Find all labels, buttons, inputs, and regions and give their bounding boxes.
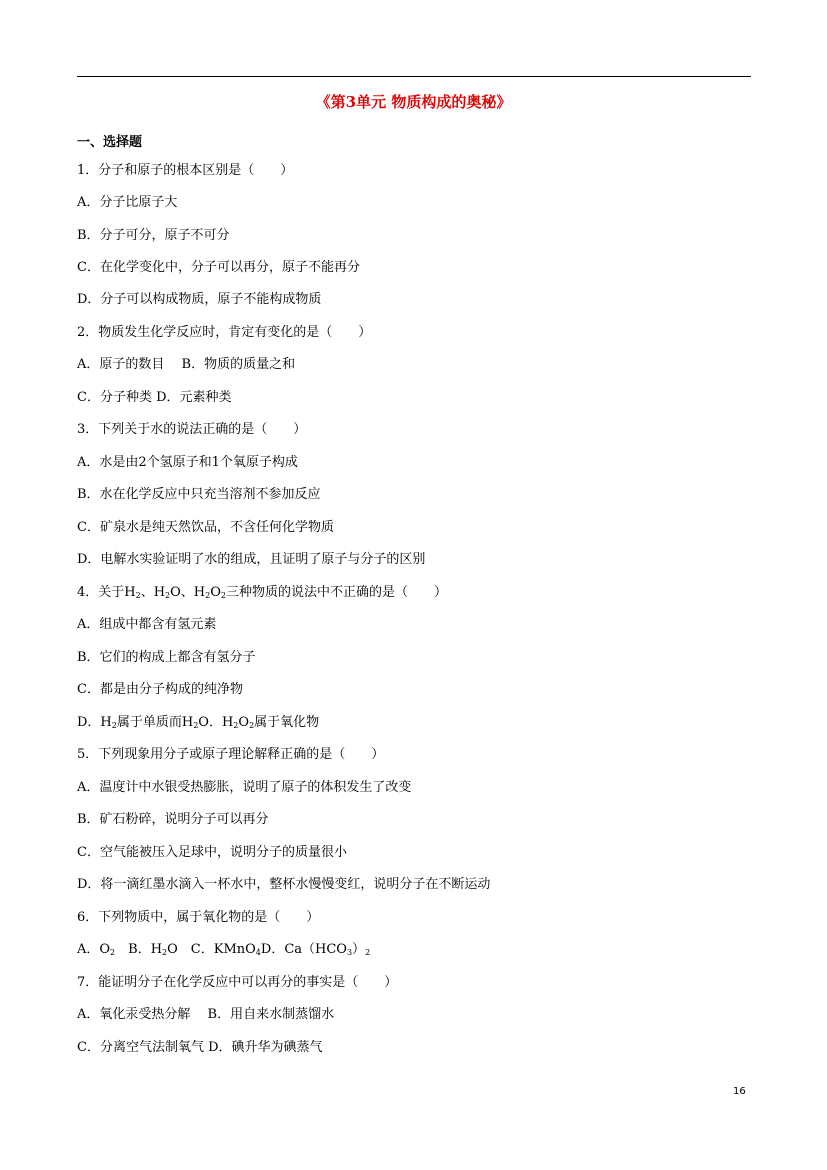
option-3d: D．电解水实验证明了水的组成，且证明了原子与分子的区别 (77, 552, 426, 567)
option-6-all: A．$O_2$ B．$H_2O$ C．KMnO$_4$D．$Ca(HCO_3)_2$ (77, 942, 371, 957)
question-2: 2．物质发生化学反应时，肯定有变化的是（ ） (77, 325, 372, 340)
option-4b: B．它们的构成上都含有氢分子 (77, 650, 256, 665)
question-5: 5．下列现象用分子或原子理论解释正确的是（ ） (77, 747, 385, 762)
option-2ab: A．原子的数目 B．物质的质量之和 (77, 357, 296, 372)
option-1d: D．分子可以构成物质，原子不能构成物质 (77, 292, 322, 307)
option-1b: B．分子可分，原子不可分 (77, 228, 230, 243)
header-rule (77, 76, 751, 77)
document-title: 《第3单元 物质构成的奥秘》 (315, 93, 512, 111)
question-1: 1．分子和原子的根本区别是（ ） (77, 163, 294, 178)
question-7: 7．能证明分子在化学反应中可以再分的事实是（ ） (77, 975, 398, 990)
question-4: 4．关于$H_2$、$H_2O$、$H_2O_2$三种物质的说法中不正确的是（ ） (77, 585, 448, 600)
option-4c: C．都是由分子构成的纯净物 (77, 682, 243, 697)
section-heading: 一、选择题 (77, 135, 143, 150)
option-1c: C．在化学变化中，分子可以再分，原子不能再分 (77, 260, 360, 275)
question-3: 3．下列关于水的说法正确的是（ ） (77, 422, 307, 437)
option-3a: A．水是由2个氢原子和1个氧原子构成 (77, 455, 298, 470)
option-5d: D．将一滴红墨水滴入一杯水中，整杯水慢慢变红，说明分子在不断运动 (77, 877, 491, 892)
option-7ab: A．氧化汞受热分解 B．用自来水制蒸馏水 (77, 1007, 335, 1022)
option-5c: C．空气能被压入足球中，说明分子的质量很小 (77, 845, 347, 860)
option-7cd: C．分离空气法制氧气 D．碘升华为碘蒸气 (77, 1040, 323, 1055)
option-3b: B．水在化学反应中只充当溶剂不参加反应 (77, 487, 321, 502)
option-5a: A．温度计中水银受热膨胀，说明了原子的体积发生了改变 (77, 780, 412, 795)
option-4a: A．组成中都含有氢元素 (77, 617, 217, 632)
option-2cd: C．分子种类 D．元素种类 (77, 390, 232, 405)
question-6: 6．下列物质中，属于氧化物的是（ ） (77, 910, 320, 925)
option-3c: C．矿泉水是纯天然饮品，不含任何化学物质 (77, 520, 334, 535)
option-1a: A．分子比原子大 (77, 195, 178, 210)
option-4d: D．$H_2$属于单质而$H_2O$．$H_2O_2$属于氧化物 (77, 715, 320, 730)
option-5b: B．矿石粉碎，说明分子可以再分 (77, 812, 269, 827)
page-number: 16 (733, 1086, 746, 1097)
